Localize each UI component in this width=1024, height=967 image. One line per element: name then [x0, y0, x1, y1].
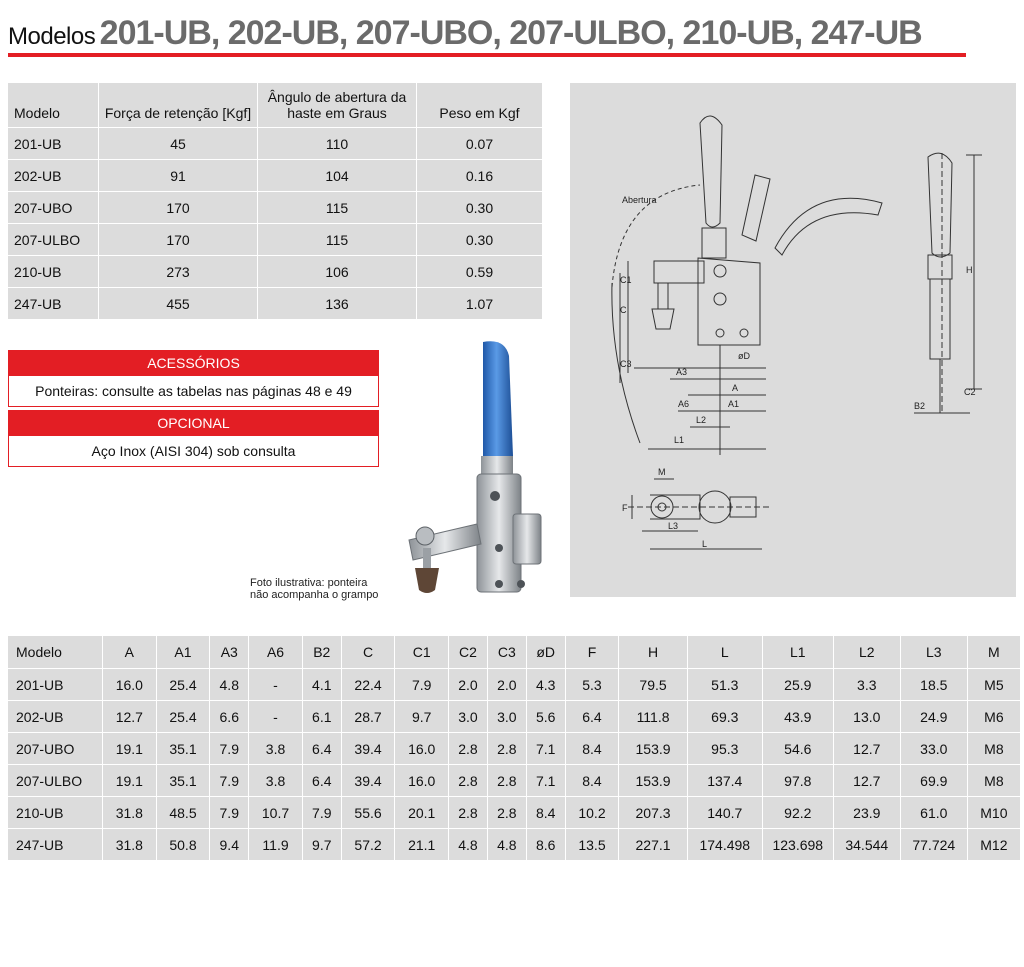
dims-cell: 6.4: [565, 701, 619, 733]
dims-cell: 111.8: [619, 701, 687, 733]
dims-cell: 8.4: [565, 733, 619, 765]
dims-cell: 227.1: [619, 829, 687, 861]
dims-cell: 3.3: [833, 669, 900, 701]
dims-cell: 5.6: [526, 701, 565, 733]
dims-cell: 95.3: [687, 733, 762, 765]
spec-cell: 115: [258, 192, 417, 224]
dims-cell: 4.1: [302, 669, 341, 701]
dims-cell: 35.1: [156, 733, 210, 765]
page-title: [8, 14, 922, 53]
dims-cell: 31.8: [103, 797, 157, 829]
dims-cell: 16.0: [103, 669, 157, 701]
spec-cell: 0.59: [417, 256, 543, 288]
dims-header-cell: A1: [156, 636, 210, 669]
dims-cell: 55.6: [341, 797, 395, 829]
dims-cell: 23.9: [833, 797, 900, 829]
dims-cell: 153.9: [619, 765, 687, 797]
dims-header-cell: C2: [449, 636, 488, 669]
dims-cell: 7.9: [210, 733, 249, 765]
dims-cell: M5: [967, 669, 1020, 701]
dims-cell: 61.0: [900, 797, 967, 829]
spec-cell: 104: [258, 160, 417, 192]
dims-cell: 35.1: [156, 765, 210, 797]
dims-cell: 69.3: [687, 701, 762, 733]
dims-cell: 25.4: [156, 701, 210, 733]
dims-cell: -: [249, 701, 303, 733]
label-C: C: [620, 305, 627, 315]
dims-cell: 54.6: [762, 733, 833, 765]
dims-header-cell: A6: [249, 636, 303, 669]
dims-cell: 39.4: [341, 733, 395, 765]
dims-cell: -: [249, 669, 303, 701]
dims-cell: 57.2: [341, 829, 395, 861]
dims-cell: 6.6: [210, 701, 249, 733]
spec-table: [8, 83, 542, 319]
dims-cell: 140.7: [687, 797, 762, 829]
dims-cell: 10.7: [249, 797, 303, 829]
dims-cell: 20.1: [395, 797, 449, 829]
accessories-box: [8, 350, 379, 407]
table-row: [8, 701, 1020, 733]
dims-cell: 4.8: [449, 829, 488, 861]
caption-line: não acompanha o grampo: [250, 589, 379, 601]
dims-cell: 7.1: [526, 733, 565, 765]
dims-cell: 50.8: [156, 829, 210, 861]
title-underline: [8, 53, 966, 57]
dims-cell: 6.1: [302, 701, 341, 733]
dims-cell: 48.5: [156, 797, 210, 829]
label-A6: A6: [678, 399, 690, 409]
dims-cell: 2.8: [449, 733, 488, 765]
dims-cell: 123.698: [762, 829, 833, 861]
dims-cell: 31.8: [103, 829, 157, 861]
dims-cell: 4.8: [210, 669, 249, 701]
dims-cell: 210-UB: [8, 797, 103, 829]
dims-header-cell: A3: [210, 636, 249, 669]
label-L1: L1: [674, 435, 685, 445]
dims-header-cell: H: [619, 636, 687, 669]
label-L: L: [702, 539, 708, 549]
spec-cell: 247-UB: [8, 288, 99, 320]
spec-cell: 210-UB: [8, 256, 99, 288]
dims-cell: 43.9: [762, 701, 833, 733]
dims-header-row: [8, 636, 1020, 669]
label-F: F: [622, 503, 628, 513]
spec-header-cell: Modelo: [8, 83, 99, 128]
caption-line: Foto ilustrativa: ponteira: [250, 577, 368, 589]
dims-cell: 7.9: [210, 765, 249, 797]
dims-cell: 79.5: [619, 669, 687, 701]
dims-cell: M12: [967, 829, 1020, 861]
dims-cell: 11.9: [249, 829, 303, 861]
spec-cell: 115: [258, 224, 417, 256]
dims-cell: 2.0: [487, 669, 526, 701]
dims-cell: 18.5: [900, 669, 967, 701]
dims-cell: 2.0: [449, 669, 488, 701]
spec-cell: 455: [99, 288, 258, 320]
dims-cell: 25.4: [156, 669, 210, 701]
dims-cell: 7.9: [210, 797, 249, 829]
spec-cell: 207-ULBO: [8, 224, 99, 256]
label-A: A: [732, 383, 739, 393]
dims-cell: M10: [967, 797, 1020, 829]
dims-header-cell: Modelo: [8, 636, 103, 669]
dims-cell: 13.5: [565, 829, 619, 861]
spec-header-cell: Força de retenção [Kgf]: [99, 83, 258, 128]
spec-cell: 273: [99, 256, 258, 288]
dims-cell: M8: [967, 765, 1020, 797]
dims-cell: 3.8: [249, 733, 303, 765]
dims-cell: 2.8: [487, 733, 526, 765]
label-L2: L2: [696, 415, 707, 425]
table-row: [8, 192, 542, 224]
dims-header-cell: C1: [395, 636, 449, 669]
dims-cell: 2.8: [487, 797, 526, 829]
spec-cell: 45: [99, 128, 258, 160]
label-H: H: [966, 265, 973, 275]
dims-header-cell: C: [341, 636, 395, 669]
spec-header-cell: Peso em Kgf: [439, 105, 520, 121]
dims-cell: 33.0: [900, 733, 967, 765]
spec-cell: 110: [258, 128, 417, 160]
drawing-svg: [570, 83, 1016, 597]
dims-cell: 207-ULBO: [8, 765, 103, 797]
label-A1: A1: [728, 399, 740, 409]
title-models: 201-UB, 202-UB, 207-UBO, 207-ULBO, 210-UB, 247-UB: [99, 14, 922, 52]
dims-header-cell: A: [103, 636, 157, 669]
dims-cell: 207-UBO: [8, 733, 103, 765]
dims-cell: 174.498: [687, 829, 762, 861]
dims-cell: 202-UB: [8, 701, 103, 733]
dims-cell: 13.0: [833, 701, 900, 733]
photo-caption: [250, 577, 378, 601]
spec-cell: 0.07: [417, 128, 543, 160]
dims-cell: 92.2: [762, 797, 833, 829]
dims-header-cell: L3: [900, 636, 967, 669]
spec-cell: 202-UB: [8, 160, 99, 192]
dims-cell: 7.9: [302, 797, 341, 829]
dims-cell: 24.9: [900, 701, 967, 733]
dims-cell: 9.7: [302, 829, 341, 861]
dims-cell: 19.1: [103, 733, 157, 765]
dims-header-cell: M: [988, 644, 1000, 660]
spec-cell: 1.07: [417, 288, 543, 320]
dims-cell: 8.4: [526, 797, 565, 829]
table-row: [8, 288, 542, 320]
dims-cell: 25.9: [762, 669, 833, 701]
spec-header-cell: Ângulo de abertura da haste em Graus: [258, 83, 417, 128]
dims-cell: 3.0: [487, 701, 526, 733]
dims-cell: 21.1: [395, 829, 449, 861]
dims-cell: 16.0: [395, 733, 449, 765]
dims-cell: 34.544: [833, 829, 900, 861]
label-C1: C1: [620, 275, 632, 285]
dims-cell: 6.4: [302, 765, 341, 797]
spec-cell: 0.16: [417, 160, 543, 192]
dims-header-cell: L1: [762, 636, 833, 669]
label-C2: C2: [964, 387, 976, 397]
dims-cell: 3.0: [449, 701, 488, 733]
dims-header-cell: B2: [302, 636, 341, 669]
dims-header-cell: C3: [487, 636, 526, 669]
spec-cell: 106: [258, 256, 417, 288]
spec-cell: 0.30: [417, 224, 543, 256]
dims-cell: 77.724: [900, 829, 967, 861]
accessories-text: Ponteiras: consulte as tabelas nas páginas 48 e 49: [35, 383, 352, 399]
dims-cell: 51.3: [687, 669, 762, 701]
dims-cell: 247-UB: [8, 829, 103, 861]
label-oD: øD: [738, 351, 750, 361]
dims-cell: 207.3: [619, 797, 687, 829]
label-A3: A3: [676, 367, 688, 377]
dims-cell: 12.7: [833, 765, 900, 797]
optional-text: Aço Inox (AISI 304) sob consulta: [91, 443, 296, 459]
dims-cell: 7.9: [395, 669, 449, 701]
spec-cell: 91: [99, 160, 258, 192]
title-label: Modelos: [8, 23, 96, 50]
dims-cell: 10.2: [565, 797, 619, 829]
spec-cell: 136: [258, 288, 417, 320]
dims-header-cell: øD: [526, 636, 565, 669]
spec-cell: 201-UB: [8, 128, 99, 160]
table-row: [8, 128, 542, 160]
clamp-photo: [395, 338, 555, 608]
dims-header-cell: F: [565, 636, 619, 669]
table-row: [8, 797, 1020, 829]
label-L3: L3: [668, 521, 679, 531]
dims-cell: 19.1: [103, 765, 157, 797]
dims-cell: 5.3: [565, 669, 619, 701]
table-row: [8, 765, 1020, 797]
spec-cell: 0.30: [417, 192, 543, 224]
table-row: [8, 829, 1020, 861]
label-abertura: Abertura: [622, 195, 657, 205]
accessories-title: ACESSÓRIOS: [9, 351, 378, 376]
dims-cell: 9.4: [210, 829, 249, 861]
dims-cell: 2.8: [449, 765, 488, 797]
optional-title: OPCIONAL: [9, 411, 378, 436]
spec-cell: 170: [99, 224, 258, 256]
dims-cell: 201-UB: [8, 669, 103, 701]
spec-cell: 207-UBO: [8, 192, 99, 224]
dims-cell: 3.8: [249, 765, 303, 797]
dims-cell: 69.9: [900, 765, 967, 797]
dims-cell: 2.8: [487, 765, 526, 797]
dims-cell: M6: [967, 701, 1020, 733]
dims-cell: 12.7: [833, 733, 900, 765]
dims-cell: 8.4: [565, 765, 619, 797]
label-B2: B2: [914, 401, 926, 411]
dims-header-cell: L2: [833, 636, 900, 669]
dims-cell: 4.8: [487, 829, 526, 861]
table-row: [8, 733, 1020, 765]
optional-box: [8, 410, 379, 467]
dims-cell: 8.6: [526, 829, 565, 861]
dims-header-cell: L: [687, 636, 762, 669]
dims-cell: 4.3: [526, 669, 565, 701]
dims-cell: 7.1: [526, 765, 565, 797]
table-row: [8, 224, 542, 256]
dims-cell: 97.8: [762, 765, 833, 797]
label-C3: C3: [620, 359, 632, 369]
label-M: M: [658, 467, 666, 477]
dims-cell: M8: [967, 733, 1020, 765]
spec-cell: 170: [99, 192, 258, 224]
dims-cell: 153.9: [619, 733, 687, 765]
technical-drawing: [570, 83, 1016, 597]
dims-cell: 6.4: [302, 733, 341, 765]
table-row: [8, 160, 542, 192]
dims-cell: 12.7: [103, 701, 157, 733]
dims-cell: 39.4: [341, 765, 395, 797]
table-row: [8, 256, 542, 288]
dims-cell: 137.4: [687, 765, 762, 797]
table-row: [8, 669, 1020, 701]
dims-cell: 2.8: [449, 797, 488, 829]
dims-cell: 16.0: [395, 765, 449, 797]
dims-cell: 22.4: [341, 669, 395, 701]
dims-cell: 28.7: [341, 701, 395, 733]
dims-cell: 9.7: [395, 701, 449, 733]
spec-header-row: [8, 83, 542, 128]
dimensions-table: [8, 636, 1020, 860]
